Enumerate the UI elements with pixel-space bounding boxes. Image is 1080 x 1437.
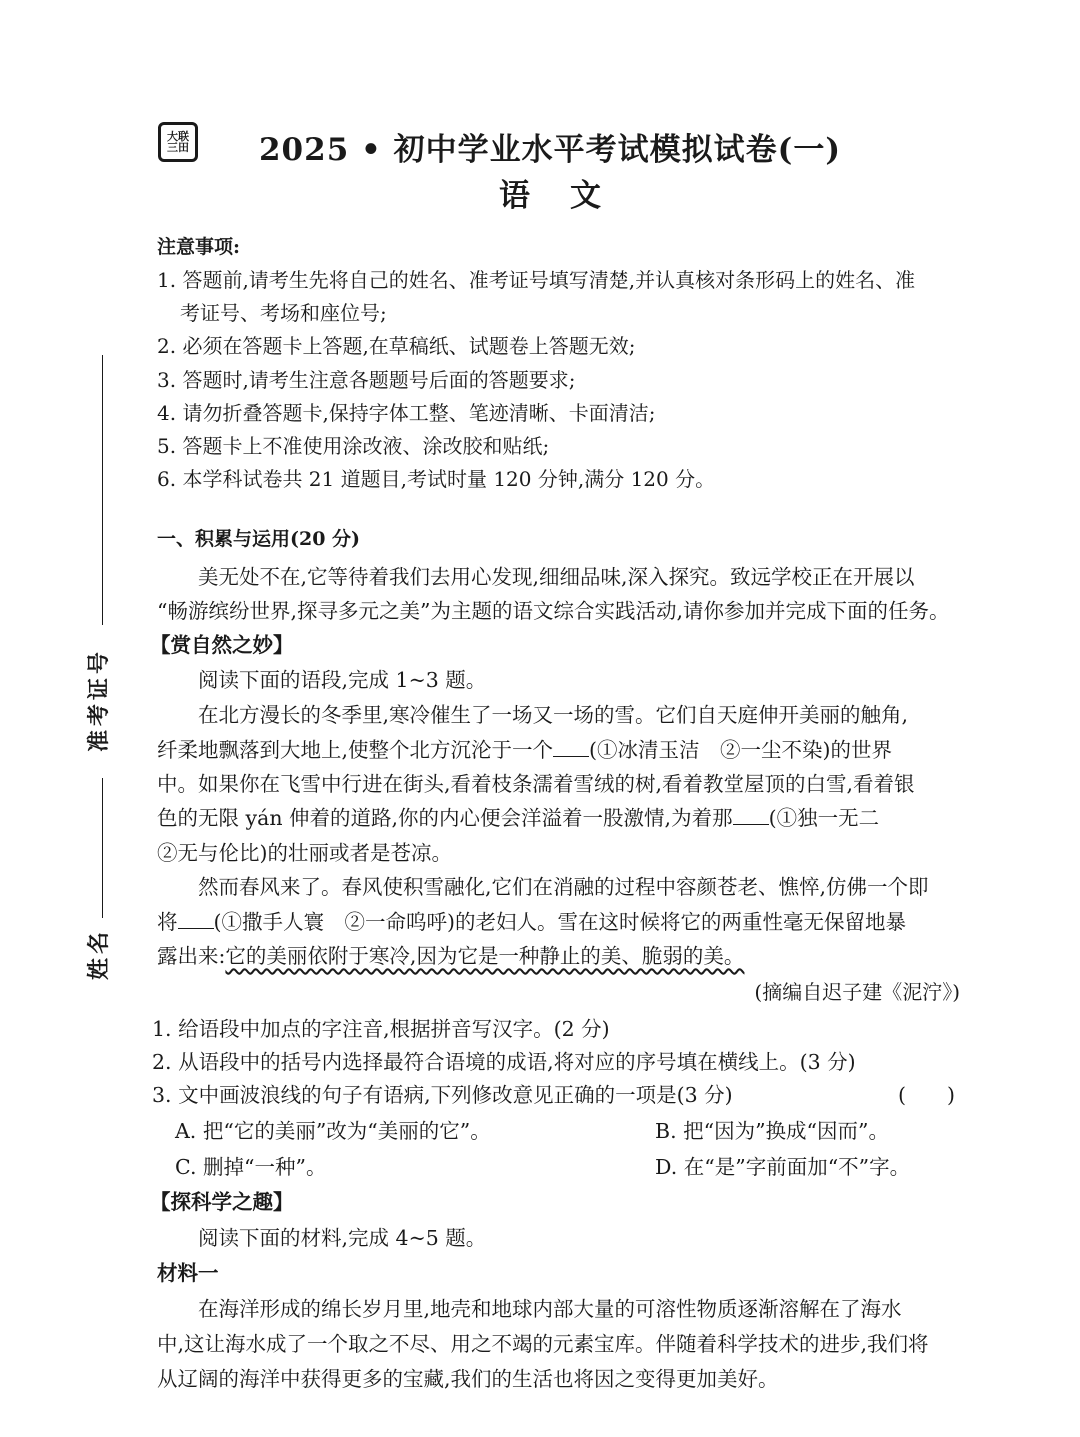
passage-line bbox=[157, 939, 977, 969]
read-instruction: 阅读下面的材料,完成 4~5 题。 bbox=[198, 1226, 487, 1250]
name-label: 姓名 bbox=[87, 927, 112, 980]
passage-text: (①撒手人寰 ②一命呜呼)的老妇人。雪在这时候将它的两重性毫无保留地暴 bbox=[213, 910, 906, 934]
passage-text: (①独一无二 bbox=[768, 806, 880, 830]
notes-title: 注意事项: bbox=[157, 236, 241, 258]
exam-no-label: 准考证号 bbox=[87, 647, 112, 752]
passage-text: 将 bbox=[157, 910, 178, 934]
passage-line bbox=[157, 905, 977, 935]
material-line: 在海洋形成的绵长岁月里,地壳和地球内部大量的可溶性物质逐渐溶解在了海水 bbox=[198, 1297, 902, 1321]
note-item: 3. 答题时,请考生注意各题题号后面的答题要求; bbox=[157, 368, 576, 392]
material-line: 中,这让海水成了一个取之不尽、用之不竭的元素宝库。伴随着科学技术的进步,我们将 bbox=[157, 1332, 929, 1356]
passage-line bbox=[157, 801, 977, 831]
answer-blank[interactable] bbox=[733, 806, 769, 825]
material-heading: 材料一 bbox=[157, 1261, 219, 1285]
passage-text: 纤柔地飘落到大地上,使整个北方沉沦于一个 bbox=[157, 738, 554, 762]
option-a[interactable]: A. 把“它的美丽”改为“美丽的它”。 bbox=[175, 1119, 491, 1143]
answer-blank[interactable] bbox=[178, 910, 214, 929]
passage-text: 色的无限 yán 伸着的道路,你的内心便会洋溢着一股激情,为着那 bbox=[157, 806, 733, 830]
note-item: 考证号、考场和座位号; bbox=[180, 301, 387, 325]
answer-paren[interactable]: ( ) bbox=[898, 1083, 955, 1107]
science-heading: 【探科学之趣】 bbox=[150, 1190, 294, 1214]
note-item: 5. 答题卡上不准使用涂改液、涂改胶和贴纸; bbox=[157, 434, 550, 458]
question-1: 1. 给语段中加点的字注音,根据拼音写汉字。(2 分) bbox=[152, 1017, 610, 1041]
nature-heading: 【赏自然之妙】 bbox=[150, 633, 294, 657]
passage-line: ②无与伦比)的壮丽或者是苍凉。 bbox=[157, 841, 452, 865]
exam-no-line-bottom bbox=[102, 778, 103, 918]
note-item: 1. 答题前,请考生先将自己的姓名、准考证号填写清楚,并认真核对条形码上的姓名、准 bbox=[157, 268, 916, 292]
note-item: 2. 必须在答题卡上答题,在草稿纸、试题卷上答题无效; bbox=[157, 334, 636, 358]
note-item: 6. 本学科试卷共 21 道题目,考试时量 120 分钟,满分 120 分。 bbox=[157, 467, 716, 491]
intro-line: “畅游缤纷世界,探寻多元之美”为主题的语文综合实践活动,请你参加并完成下面的任务。 bbox=[157, 599, 950, 623]
section-heading: 一、积累与运用(20 分) bbox=[157, 528, 361, 550]
passage-text: 露出来: bbox=[157, 944, 226, 968]
question-3: 3. 文中画波浪线的句子有语病,下列修改意见正确的一项是(3 分) bbox=[152, 1083, 733, 1107]
note-item: 4. 请勿折叠答题卡,保持字体工整、笔迹清晰、卡面清洁; bbox=[157, 401, 656, 425]
subject-title: 语文 bbox=[499, 178, 641, 214]
answer-blank[interactable] bbox=[553, 738, 589, 757]
logo-text: 大联三田 bbox=[167, 130, 189, 154]
option-d[interactable]: D. 在“是”字前面加“不”字。 bbox=[655, 1155, 911, 1179]
read-instruction: 阅读下面的语段,完成 1~3 题。 bbox=[198, 668, 487, 692]
question-2: 2. 从语段中的括号内选择最符合语境的成语,将对应的序号填在横线上。(3 分) bbox=[152, 1050, 856, 1074]
intro-line: 美无处不在,它等待着我们去用心发现,细细品味,深入探究。致远学校正在开展以 bbox=[198, 565, 915, 589]
passage-line bbox=[157, 733, 977, 763]
exam-no-line-top bbox=[102, 355, 103, 625]
passage-line: 然而春风来了。春风使积雪融化,它们在消融的过程中容颜苍老、憔悴,仿佛一个即 bbox=[198, 875, 929, 899]
exam-title: 2025 • 初中学业水平考试模拟试卷(一) bbox=[258, 132, 841, 168]
passage-line: 在北方漫长的冬季里,寒冷催生了一场又一场的雪。它们自天庭伸开美丽的触角, bbox=[198, 703, 909, 727]
wavy-underlined-sentence: 它的美丽依附于寒冷,因为它是一种静止的美、脆弱的美。 bbox=[225, 944, 745, 968]
option-c[interactable]: C. 删掉“一种”。 bbox=[175, 1155, 327, 1179]
publisher-logo bbox=[158, 122, 198, 162]
passage-text: (①冰清玉洁 ②一尘不染)的世界 bbox=[589, 738, 893, 762]
passage-line: 中。如果你在飞雪中行进在街头,看着枝条濡着雪绒的树,看着教堂屋顶的白雪,看着银 bbox=[157, 772, 915, 796]
passage-source: (摘编自迟子建《泥泞》) bbox=[754, 980, 960, 1004]
material-line: 从辽阔的海洋中获得更多的宝藏,我们的生活也将因之变得更加美好。 bbox=[157, 1367, 779, 1391]
option-b[interactable]: B. 把“因为”换成“因而”。 bbox=[655, 1119, 890, 1143]
